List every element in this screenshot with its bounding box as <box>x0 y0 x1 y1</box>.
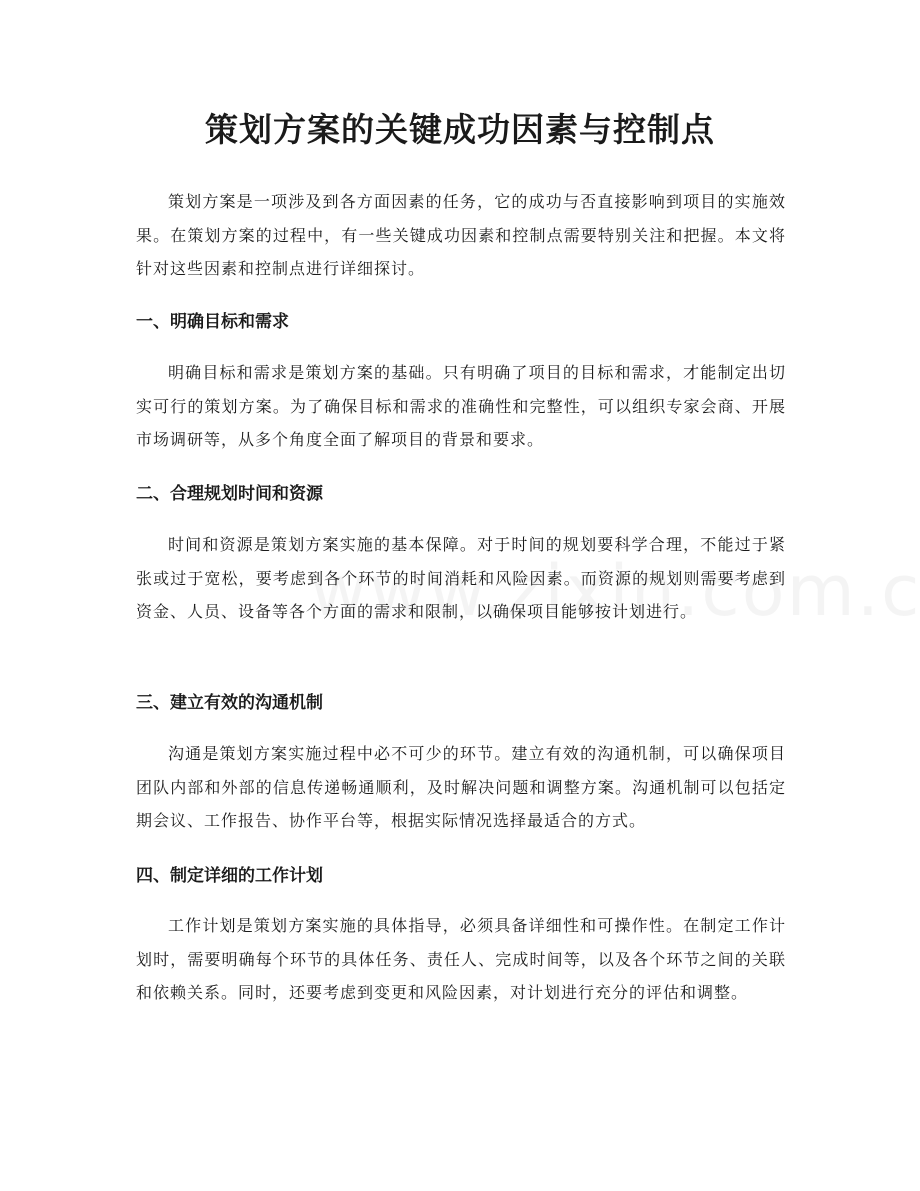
section-paragraph: 明确目标和需求是策划方案的基础。只有明确了项目的目标和需求，才能制定出切实可行的策划方案。为了确保目标和需求的准确性和完整性，可以组织专家会商、开展市场调研等，从多个角度全面了解项目的背景和要求。 <box>136 363 786 449</box>
section-1 <box>136 307 786 337</box>
section-heading: 三、建立有效的沟通机制 <box>136 693 323 713</box>
section-paragraph: 沟通是策划方案实施过程中必不可少的环节。建立有效的沟通机制，可以确保项目团队内部和外部的信息传递畅通顺利，及时解决问题和调整方案。沟通机制可以包括定期会议、工作报告、协作平台等，根据实际情况选择最适合的方式。 <box>136 744 786 830</box>
section-4 <box>136 861 786 891</box>
section-1-body <box>136 356 786 457</box>
intro-paragraph: 策划方案是一项涉及到各方面因素的任务，它的成功与否直接影响到项目的实施效果。在策划方案的过程中，有一些关键成功因素和控制点需要特别关注和把握。本文将针对这些因素和控制点进行详细探讨。 <box>136 192 786 278</box>
section-heading: 二、合理规划时间和资源 <box>136 484 323 504</box>
document-title: 策划方案的关键成功因素与控制点 <box>205 110 715 149</box>
intro-block <box>136 185 786 286</box>
section-3 <box>136 688 786 718</box>
section-heading: 四、制定详细的工作计划 <box>136 866 323 886</box>
section-2-body <box>136 528 786 629</box>
section-heading: 一、明确目标和需求 <box>136 312 289 332</box>
section-paragraph: 工作计划是策划方案实施的具体指导，必须具备详细性和可操作性。在制定工作计划时，需要明确每个环节的具体任务、责任人、完成时间等，以及各个环节之间的关联和依赖关系。同时，还要考虑到变更和风险因素，对计划进行充分的评估和调整。 <box>136 916 786 1002</box>
section-3-body <box>136 737 786 838</box>
section-2 <box>136 479 786 509</box>
section-paragraph: 时间和资源是策划方案实施的基本保障。对于时间的规划要科学合理，不能过于紧张或过于宽松，要考虑到各个环节的时间消耗和风险因素。而资源的规划则需要考虑到资金、人员、设备等各个方面的需求和限制，以确保项目能够按计划进行。 <box>136 535 786 621</box>
section-4-body <box>136 909 786 1010</box>
